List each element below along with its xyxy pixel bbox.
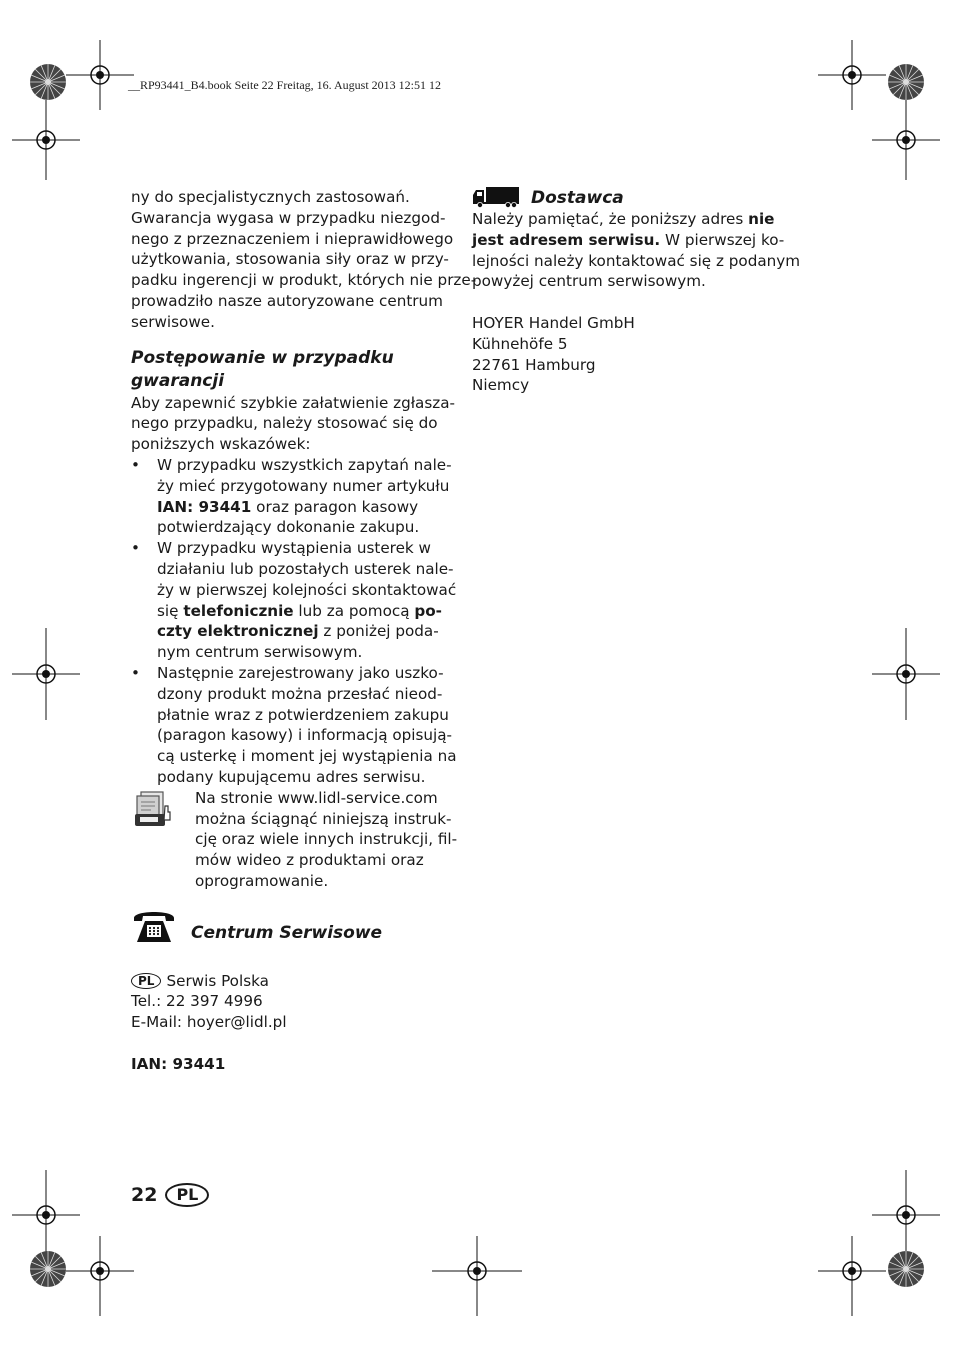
supplier-heading-row	[472, 187, 802, 209]
text-line: mów wideo z produktami oraz	[195, 851, 424, 870]
country-badge: PL	[131, 973, 161, 989]
text-fragment: W pierwszej ko-	[660, 230, 785, 249]
warranty-intro-paragraph	[131, 187, 477, 333]
registration-mark-icon	[872, 628, 940, 720]
text-line	[472, 230, 802, 251]
text-line: cą usterkę i moment jej wystąpienia na	[157, 747, 457, 766]
text-line	[157, 601, 461, 622]
bold-fragment: nie	[748, 210, 775, 228]
spacer	[131, 1033, 461, 1054]
text-line: oprogramowanie.	[195, 871, 329, 890]
address-line: Kühnehöfe 5	[472, 334, 568, 353]
service-contact	[131, 971, 461, 1033]
color-calibration-target-icon	[886, 62, 926, 102]
bold-fragment: po-	[414, 601, 442, 620]
ian-label: IAN: 93441	[131, 1054, 226, 1073]
registration-mark-icon	[12, 100, 80, 180]
registration-mark-icon	[818, 1236, 886, 1316]
page-number: 22	[131, 1184, 158, 1206]
bullet-icon: •	[131, 455, 140, 474]
text-line: ży w pierwszej kolejności skontaktować	[157, 580, 457, 599]
service-center-heading-row	[131, 906, 461, 950]
registration-mark-icon	[66, 1236, 134, 1316]
text-line: nym centrum serwisowym.	[157, 643, 363, 662]
service-phone: Tel.: 22 397 4996	[131, 992, 263, 1011]
color-calibration-target-icon	[28, 1249, 68, 1289]
download-document-icon	[133, 790, 175, 832]
bold-fragment: telefonicznie	[183, 601, 294, 620]
text-line: lejności należy kontaktować się z podanym	[472, 251, 801, 270]
text-fragment: się	[157, 601, 184, 620]
bullet-icon: •	[131, 663, 140, 682]
text-line: padku ingerencji w produkt, których nie prze-	[131, 271, 477, 290]
color-calibration-target-icon	[886, 1249, 926, 1289]
supplier-address	[472, 313, 802, 396]
text-fragment: lub za pomocą	[293, 601, 415, 620]
text-line	[157, 497, 461, 518]
text-line	[472, 209, 802, 230]
warranty-procedure-heading	[131, 347, 461, 393]
text-line: nego przypadku, należy stosować się do	[131, 414, 438, 433]
address-line: HOYER Handel GmbH	[472, 313, 635, 332]
text-line: serwisowe.	[131, 312, 215, 331]
text-line	[131, 971, 461, 992]
supplier-note	[472, 209, 802, 292]
text-line: ny do specjalistycznych zastosowań.	[131, 188, 410, 206]
book-info-header: __RP93441_B4.book Seite 22 Freitag, 16. August 2013 12:51 12	[128, 78, 442, 92]
language-badge: PL	[165, 1183, 209, 1207]
text-fragment: oraz paragon kasowy	[251, 497, 419, 516]
download-note	[131, 788, 461, 892]
service-center-heading: Centrum Serwisowe	[191, 922, 383, 943]
text-line: potwierdzający dokonanie zakupu.	[157, 518, 420, 537]
text-fragment: Należy pamiętać, że poniższy adres	[472, 210, 749, 228]
text-line: użytkowania, stosowania siły oraz w przy-	[131, 250, 449, 269]
bullet-item	[131, 663, 461, 788]
registration-mark-icon	[432, 1236, 522, 1316]
text-fragment: z poniżej poda-	[318, 622, 439, 641]
spacer	[131, 950, 461, 971]
right-column	[472, 187, 802, 396]
bold-fragment: jest adresem serwisu.	[472, 230, 661, 249]
telephone-icon	[131, 906, 177, 946]
bold-fragment: czty elektronicznej	[157, 622, 319, 641]
text-line	[157, 621, 461, 642]
registration-mark-icon	[12, 628, 80, 720]
registration-mark-icon	[66, 40, 134, 110]
service-name: Serwis Polska	[166, 971, 269, 990]
left-column	[131, 187, 477, 1074]
bullet-item	[131, 538, 461, 663]
bullet-icon: •	[131, 539, 140, 558]
ian-number: IAN: 93441	[157, 497, 252, 516]
heading-line: Postępowanie w przypadku	[131, 347, 394, 368]
service-email: E-Mail: hoyer@lidl.pl	[131, 1013, 287, 1032]
text-line: (paragon kasowy) i informacją opisują-	[157, 726, 453, 745]
text-line: można ściągnąć niniejszą instruk-	[195, 809, 452, 828]
spacer	[472, 292, 802, 313]
text-line: poniższych wskazówek:	[131, 435, 311, 454]
address-line: Niemcy	[472, 376, 530, 395]
truck-icon	[472, 186, 520, 208]
text-line: cję oraz wiele innych instrukcji, fil-	[195, 830, 458, 849]
text-line: podany kupującemu adres serwisu.	[157, 767, 426, 786]
page-footer	[131, 1182, 209, 1208]
text-line: W przypadku wszystkich zapytań nale-	[157, 455, 452, 474]
heading-line: gwarancji	[131, 370, 225, 391]
bullet-item	[131, 455, 461, 538]
text-line: działaniu lub pozostałych usterek nale-	[157, 559, 454, 578]
text-line: Gwarancja wygasa w przypadku niezgod-	[131, 208, 446, 227]
color-calibration-target-icon	[28, 62, 68, 102]
registration-mark-icon	[872, 100, 940, 180]
text-line: Na stronie www.lidl-service.com	[195, 788, 438, 807]
text-line: Aby zapewnić szybkie załatwienie zgłasza-	[131, 393, 456, 412]
text-line: płatnie wraz z potwierdzeniem zakupu	[157, 705, 449, 724]
address-line: 22761 Hamburg	[472, 355, 596, 374]
warranty-procedure-intro	[131, 393, 461, 455]
text-line: powyżej centrum serwisowym.	[472, 272, 706, 291]
text-line: Następnie zarejestrowany jako uszko-	[157, 663, 444, 682]
text-line: nego z przeznaczeniem i nieprawidłowego	[131, 229, 454, 248]
text-line: dzony produkt można przesłać nieod-	[157, 684, 443, 703]
supplier-heading: Dostawca	[531, 188, 624, 208]
text-line: prowadziło nasze autoryzowane centrum	[131, 291, 443, 310]
text-line: W przypadku wystąpienia usterek w	[157, 539, 431, 558]
text-line: ży mieć przygotowany numer artykułu	[157, 476, 450, 495]
